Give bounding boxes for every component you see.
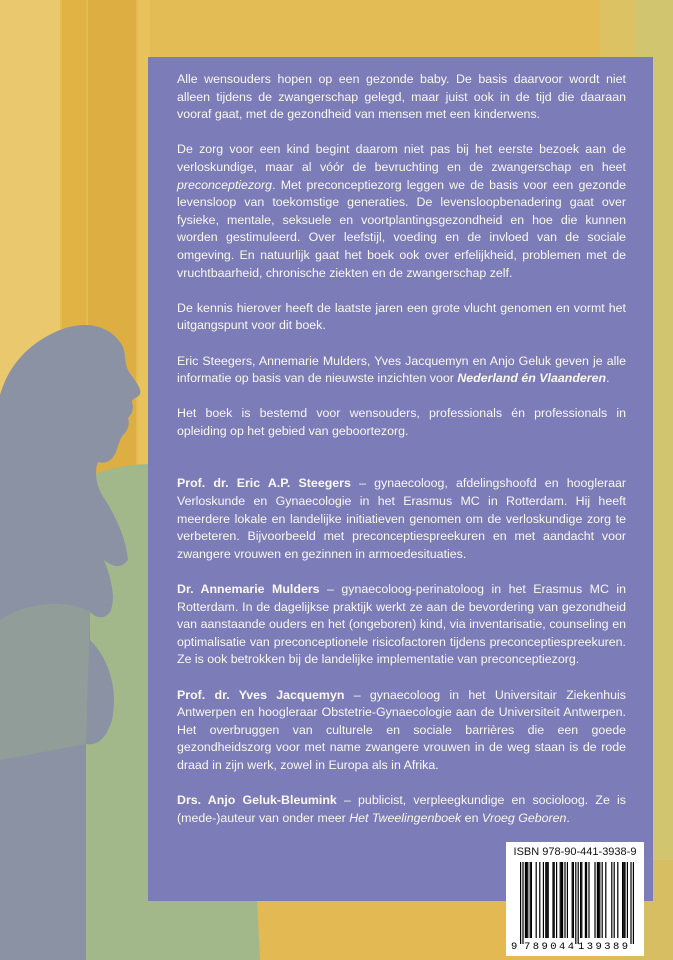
barcode-bar xyxy=(530,862,531,938)
book-title: Vroeg Geboren xyxy=(481,810,567,825)
intro-paragraph-1: Alle wensouders hopen op een gezonde baby. De basis daarvoor wordt niet alleen tijdens de zwangerschap gelegd, maar juist ook in de tijd die daaraan vooraf gaat, met de gezondheid van mensen met een kinderwens. xyxy=(177,72,626,122)
book-title: Het Tweelingenboek xyxy=(349,810,462,825)
barcode-bar xyxy=(554,862,555,938)
barcode-bar xyxy=(556,862,557,938)
barcode-bar xyxy=(575,862,576,944)
author-bio-text: – publicist, verpleegkundige en socioloog. Ze is (mede-)auteur van onder meer xyxy=(177,793,626,825)
author-bio-text: . xyxy=(566,810,570,825)
barcode-bar xyxy=(594,862,595,938)
barcode-bar xyxy=(627,862,628,938)
barcode-bar xyxy=(545,862,546,938)
author-bio xyxy=(177,581,626,669)
barcode-bar xyxy=(622,862,623,938)
intro-paragraph-3: De kennis hierover heeft de laatste jaren een grote vlucht genomen en vormt het uitgangspunt voor dit boek. xyxy=(177,300,626,333)
barcode-bar xyxy=(598,862,599,938)
barcode-bar xyxy=(623,862,624,938)
author-name: Dr. Annemarie Mulders xyxy=(177,582,320,597)
author-name: Prof. dr. Yves Jacquemyn xyxy=(177,687,345,702)
barcode-bar xyxy=(531,862,532,938)
barcode-bar xyxy=(599,862,600,938)
barcode-bar xyxy=(539,862,540,938)
ean-barcode xyxy=(510,862,640,952)
barcode-bar xyxy=(597,862,598,938)
intro-text: De zorg voor een kind begint daarom niet pas bij het eerste bezoek aan de verloskundige, maar al vóór de bevruchting en de zwangerschap en heet xyxy=(177,142,626,174)
intro-paragraph-4 xyxy=(177,353,626,388)
intro-text: Eric Steegers, Annemarie Mulders, Yves Jacquemyn en Anjo Geluk geven je alle informatie op basis van de nieuwste inzichten voor xyxy=(177,353,626,386)
back-cover-text xyxy=(177,71,626,845)
author-bio-text: en xyxy=(461,810,482,825)
barcode-bar xyxy=(581,862,582,938)
barcode-bar xyxy=(586,862,587,938)
intro-text: . Met preconceptiezorg leggen we de basis voor een gezonde levensloop van toekomstige generaties. De levensloopbenadering gaat over fysieke, mentale, seksuele en voortplantingsgezondheid en hoe die kunnen worden gestimuleerd. Over leefstijl, voeding en de invloed van de sociale omgeving. En natuurlijk gaat het boek ook over erfelijkheid, problemen met de vruchtbaarheid, chronische ziekten en de zwangerschap zelf. xyxy=(177,177,626,280)
barcode-bar xyxy=(624,862,625,938)
author-bio-text: – gynaecoloog-perinatoloog in het Erasmus MC in Rotterdam. In de dagelijkse praktijk werkt ze aan de bevordering van gezondheid van aanstaande ouders en het (ongeboren) kind, via inventarisatie, counseling en optimalisatie van preconceptionele risicofactoren tijdens preconceptiespreekuren. Ze is ook betrokken bij de landelijke implementatie van preconceptiezorg. xyxy=(177,582,627,667)
author-name: Prof. dr. Eric A.P. Steegers xyxy=(177,476,351,491)
intro-text: . xyxy=(606,371,610,386)
barcode-bar xyxy=(543,862,544,938)
barcode-digits-left: 789044 xyxy=(524,941,574,952)
barcode-bar xyxy=(585,862,586,938)
barcode-digits-right: 139389 xyxy=(578,941,628,952)
barcode-bar xyxy=(617,862,618,938)
barcode-bar xyxy=(546,862,547,938)
barcode-bar xyxy=(633,862,634,944)
author-bio xyxy=(177,475,626,563)
barcode-bar xyxy=(567,862,568,938)
barcode-bar xyxy=(614,862,615,938)
barcode-bar xyxy=(536,862,537,938)
barcode-bar xyxy=(578,862,579,944)
barcode-bar xyxy=(605,862,606,938)
barcode-bar xyxy=(602,862,603,938)
author-bio-text: – gynaecoloog, afdelingshoofd en hoogleraar Verloskunde en Gynaecologie in het Erasmus MC in Rotterdam. Hij heeft meerdere lokale en landelijke initiatieven genomen om de verloskundige zorg te verbeteren. Bijvoorbeeld met preconceptiespreekuren en met aandacht voor zwangere vrouwen en gezinnen in armoedesituaties. xyxy=(177,476,627,561)
barcode-bar xyxy=(525,862,526,938)
barcode-block xyxy=(506,842,644,956)
author-bio xyxy=(177,792,626,827)
barcode-bar xyxy=(552,862,553,938)
author-bio-text: – gynaecoloog in het Universitair Ziekenhuis Antwerpen en hoogleraar Obstetrie-Gynaecologie aan de Universiteit Antwerpen. Het overbruggen van culturele en sociale barrières die een goede gezondheidszorg voor met name zwangere vrouwen in de weg staan is de rode draad in zijn werk, zowel in Europa als in Afrika. xyxy=(177,687,626,772)
barcode-bar xyxy=(527,862,528,938)
barcode-bar xyxy=(588,862,589,938)
barcode-bar xyxy=(520,862,521,944)
barcode-bar xyxy=(572,862,573,938)
intro-paragraph-5: Het boek is bestemd voor wensouders, professionals én professionals in opleiding op het gebied van geboortezorg. xyxy=(177,406,626,438)
emphasis-text: Nederland én Vlaanderen xyxy=(457,371,607,386)
barcode-bar xyxy=(611,862,612,938)
emphasis-text: preconceptiezorg xyxy=(177,177,273,192)
barcode-bar xyxy=(522,862,523,944)
isbn-label: ISBN 978-90-441-3938-9 xyxy=(513,846,637,858)
barcode-bar xyxy=(564,862,565,938)
barcode-bar xyxy=(562,862,563,938)
barcode-bar xyxy=(573,862,574,938)
author-name: Drs. Anjo Geluk-Bleumink xyxy=(177,793,337,808)
barcode-digit-first: 9 xyxy=(511,941,518,952)
barcode-bar xyxy=(526,862,527,938)
barcode-bar xyxy=(630,862,631,944)
barcode-bar xyxy=(548,862,549,938)
author-bio xyxy=(177,687,626,775)
barcode-bar xyxy=(580,862,581,938)
barcode-bar xyxy=(561,862,562,938)
intro-paragraph-2 xyxy=(177,141,626,282)
barcode-bar xyxy=(560,862,561,938)
